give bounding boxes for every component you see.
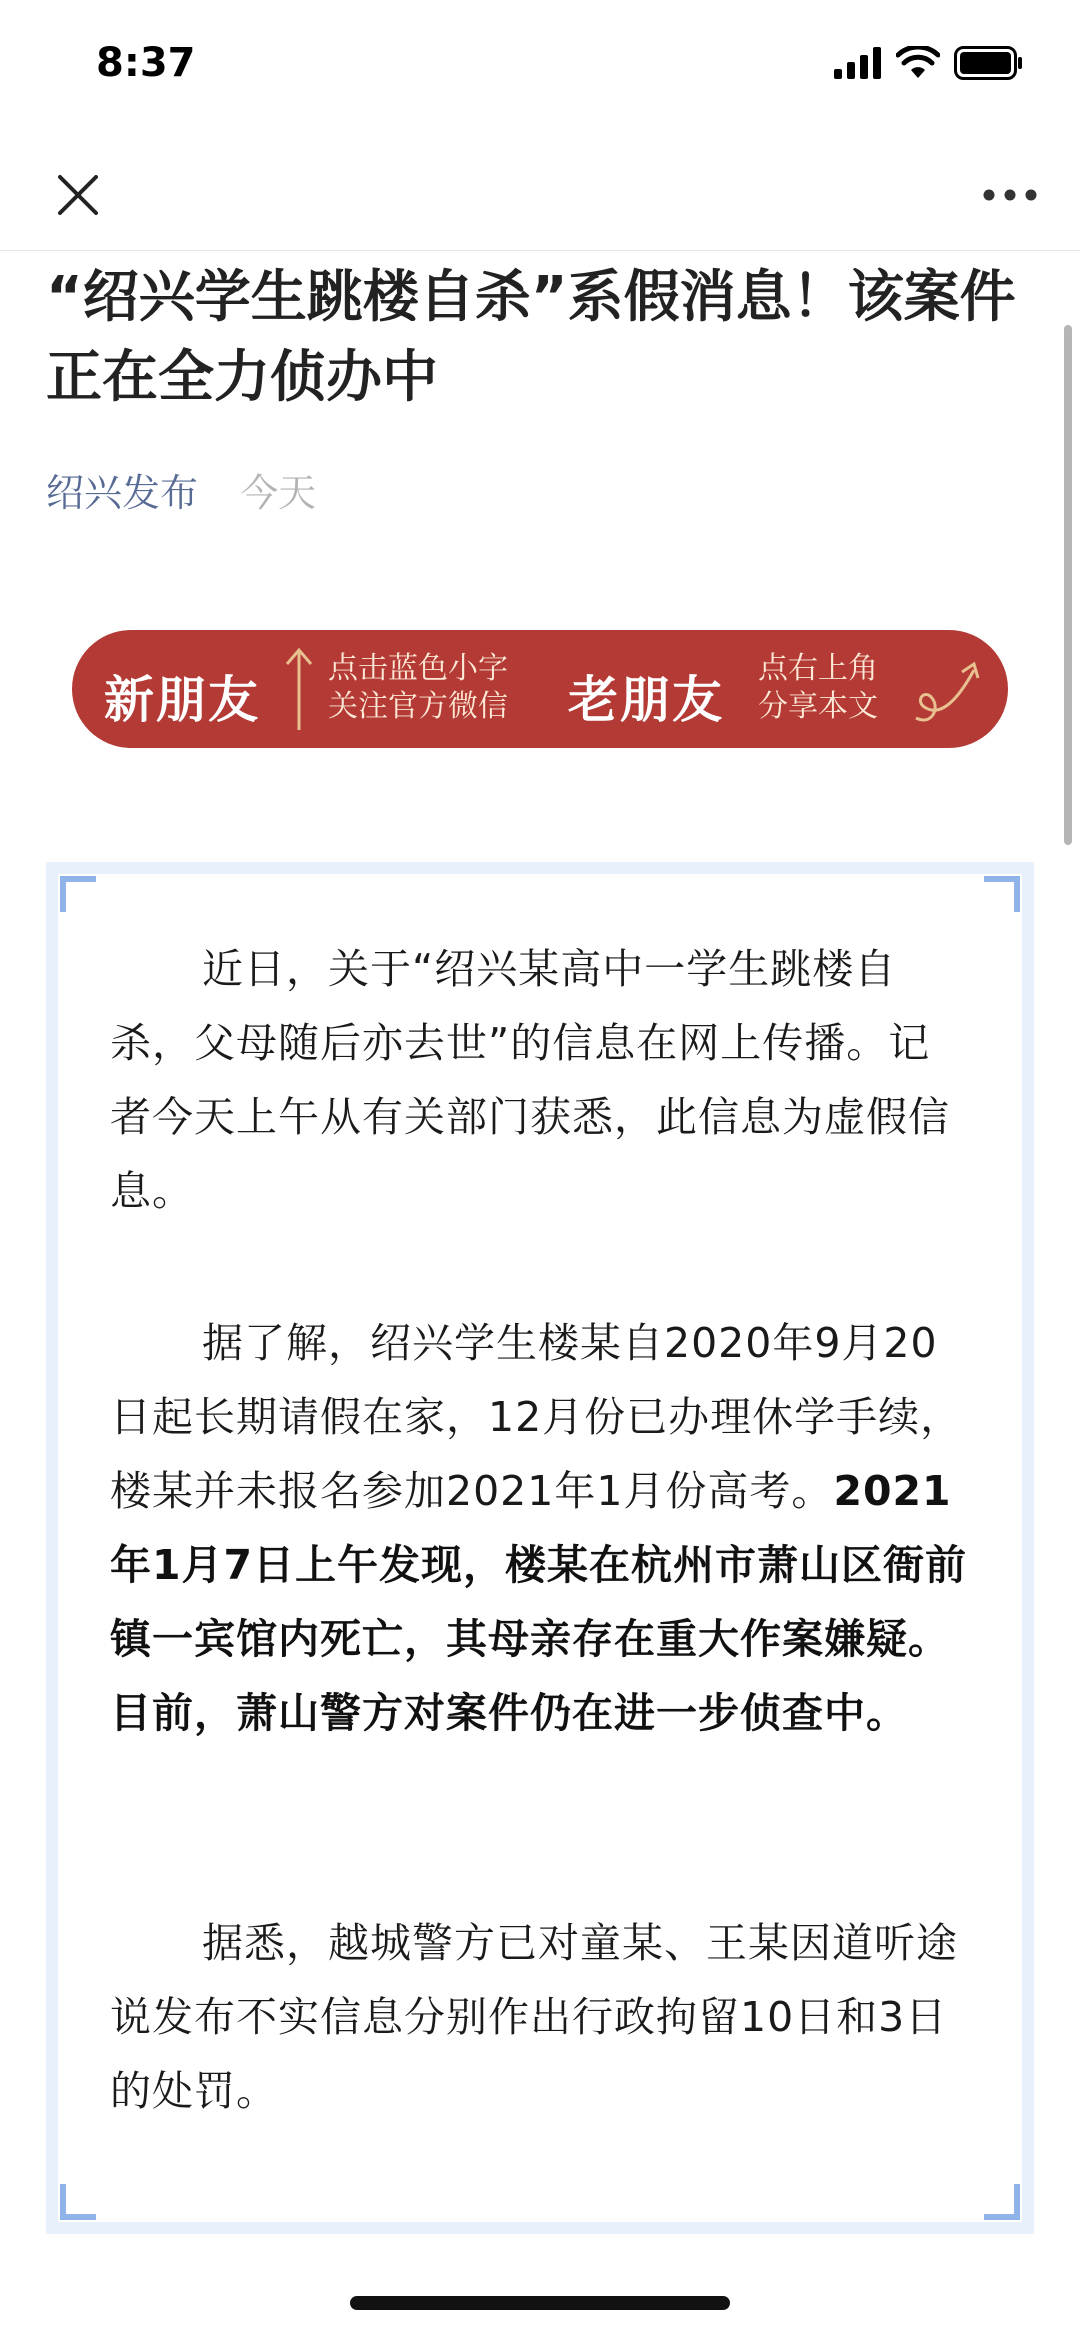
- paragraph-1: 近日，关于“绍兴某高中一学生跳楼自杀，父母随后亦去世”的信息在网上传播。记者今天上午从有关部门获悉，此信息为虚假信息。: [110, 945, 950, 1215]
- old-friend-label: 老朋友: [568, 671, 724, 729]
- more-dots-icon: [982, 188, 1038, 202]
- nav-bar: [0, 140, 1080, 251]
- new-friend-hint-line2: 关注官方微信: [328, 689, 508, 724]
- status-time: 8:37: [96, 40, 196, 86]
- article-meta: [46, 466, 316, 520]
- new-friend-label: 新朋友: [104, 671, 260, 729]
- home-indicator[interactable]: [350, 2296, 730, 2310]
- close-icon: [56, 173, 100, 217]
- new-friend-hint: [328, 650, 508, 726]
- content-box: [46, 862, 1034, 2234]
- paragraph-3: 据悉，越城警方已对童某、王某因道听途说发布不实信息分别作出行政拘留10日和3日的处罚。: [110, 1919, 958, 2115]
- scrollbar-thumb[interactable]: [1064, 325, 1072, 845]
- new-friend-hint-line1: 点击蓝色小字: [328, 651, 508, 686]
- author-link[interactable]: 绍兴发布: [46, 471, 199, 515]
- close-button[interactable]: [48, 165, 108, 225]
- paragraph-2-text: 据了解，绍兴学生楼某自2020年9月20日起长期请假在家，12月份已办理休学手续，楼某并未报名参加2021年1月份高考。: [110, 1319, 963, 1515]
- arrow-up-icon: [284, 646, 314, 732]
- article-title: “绍兴学生跳楼自杀”系假消息！该案件正在全力侦办中: [46, 265, 1016, 410]
- paragraph-2-bold-text: 2021年1月7日上午发现，楼某在杭州市萧山区衙前镇一宾馆内死亡，其母亲存在重大作案嫌疑。目前，萧山警方对案件仍在进一步侦查中。: [110, 1467, 968, 1737]
- corner-top-left: [60, 876, 96, 912]
- old-friend-hint-line1: 点右上角: [758, 651, 878, 686]
- old-friend-hint: [758, 650, 878, 726]
- wifi-icon: [896, 46, 940, 80]
- follow-share-banner[interactable]: [72, 630, 1008, 748]
- more-options-button[interactable]: [970, 165, 1050, 225]
- status-bar: [0, 0, 1080, 140]
- cellular-signal-icon: [834, 47, 882, 79]
- publish-date: 今天: [240, 471, 317, 515]
- paragraph-2: [110, 1306, 970, 1750]
- old-friend-hint-line2: 分享本文: [758, 689, 878, 724]
- corner-top-right: [984, 876, 1020, 912]
- corner-bottom-left: [60, 2184, 96, 2220]
- corner-bottom-right: [984, 2184, 1020, 2220]
- battery-icon: [954, 46, 1024, 80]
- curly-arrow-icon: [910, 652, 990, 728]
- status-icons: [834, 46, 1024, 80]
